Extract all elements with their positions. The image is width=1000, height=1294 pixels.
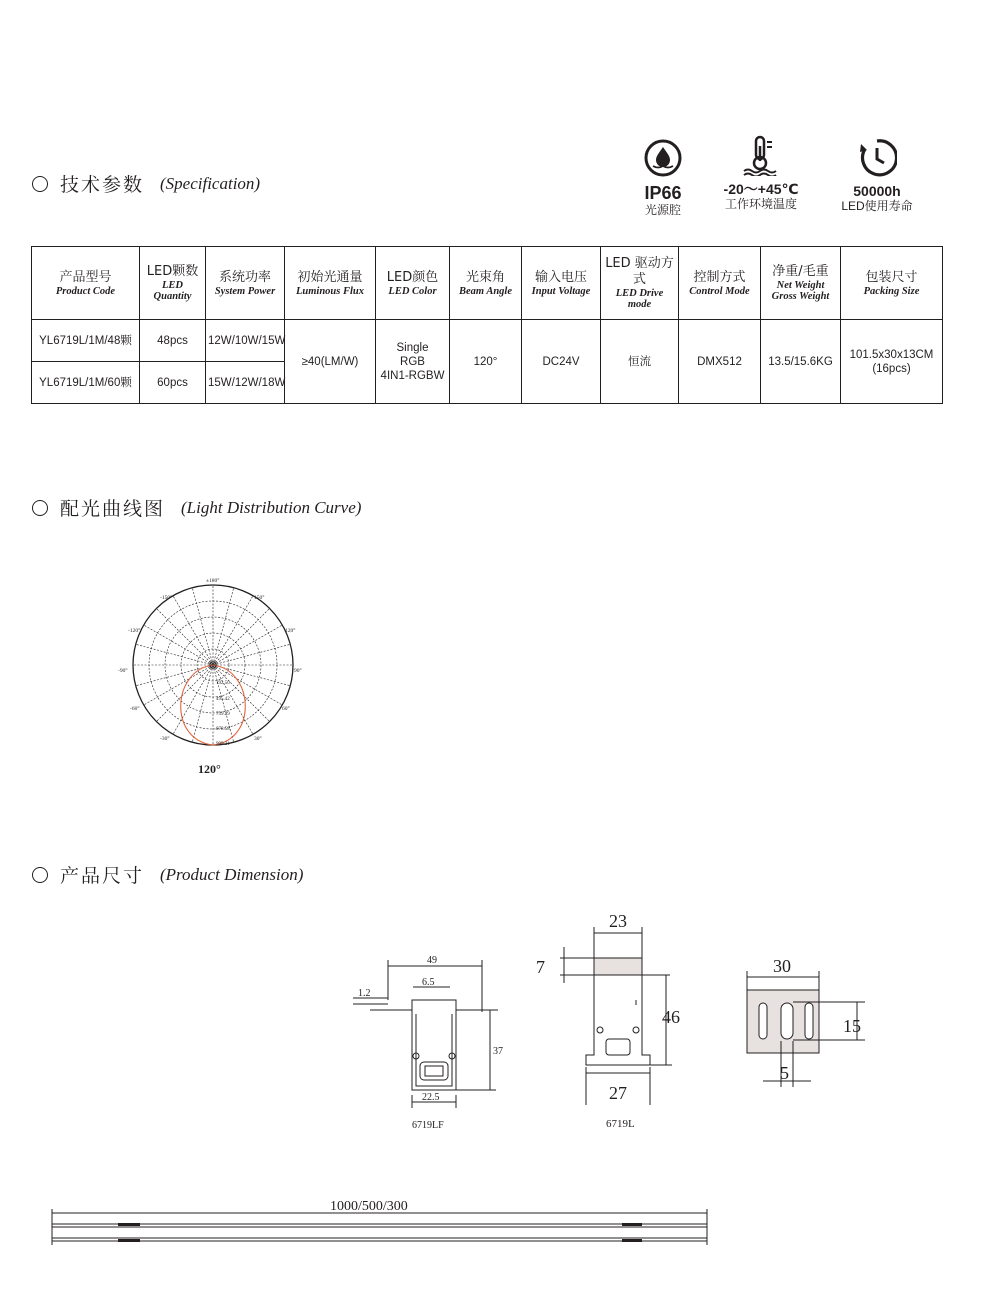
- polar-spoke: [144, 625, 213, 665]
- angle-label: -120°: [128, 628, 141, 634]
- header-luminous-flux: 初始光通量 Luminous Flux: [285, 247, 376, 320]
- table-row: [32, 320, 943, 362]
- cell-led-color: [376, 320, 450, 404]
- angle-label: -150°: [160, 595, 173, 601]
- drawing-label: 6719LF: [412, 1120, 444, 1131]
- drawing-length-bar: [45, 1195, 715, 1250]
- cell-drive-mode: 恒流: [601, 320, 679, 404]
- radial-label: 999.21: [216, 742, 230, 747]
- angle-label: 120°: [285, 628, 296, 634]
- feature-title: IP66: [644, 183, 682, 203]
- polar-spoke: [192, 588, 213, 665]
- dim-label: 23: [609, 911, 627, 931]
- angle-label: ±180°: [206, 578, 220, 584]
- thermometer-icon: [741, 134, 781, 176]
- cell-luminous-flux: ≥40(LM/W): [285, 320, 376, 404]
- angle-label: 30°: [254, 736, 262, 742]
- dim-label: 1.2: [358, 988, 371, 999]
- drawing-side-view: [735, 955, 875, 1090]
- polar-spoke: [173, 596, 213, 665]
- section-bullet-icon: [32, 176, 48, 192]
- section-bullet-icon: [32, 867, 48, 883]
- drawing-6719lf: [350, 950, 520, 1135]
- drawing-6719l: [530, 905, 680, 1135]
- dim-label: 22.5: [422, 1092, 440, 1103]
- angle-label: 150°: [254, 595, 265, 601]
- cell-packing-size: [841, 320, 943, 404]
- feature-title: 50000h: [853, 183, 901, 199]
- angle-label: -90°: [118, 668, 128, 674]
- header-product-code: 产品型号 Product Code: [32, 247, 140, 320]
- clock-icon: [857, 138, 897, 178]
- dim-label: 6.5: [422, 977, 435, 988]
- curve-section-title: [32, 494, 361, 521]
- cell-beam-angle: 120°: [450, 320, 522, 404]
- feature-ip66: [608, 138, 718, 218]
- header-led-color: LED颜色 LED Color: [376, 247, 450, 320]
- cell-led-quantity: 60pcs: [140, 362, 206, 404]
- radial-label: 495.42: [216, 697, 230, 702]
- led-color-line: RGB: [400, 355, 425, 368]
- feature-title: -20～+45℃: [723, 181, 799, 197]
- polar-spoke: [144, 665, 213, 705]
- radial-label: 878.58: [216, 727, 230, 732]
- polar-spoke: [213, 644, 290, 665]
- section-title-en: (Product Dimension): [160, 864, 304, 884]
- polar-spoke: [156, 665, 213, 722]
- header-weight: 净重/毛重 Net Weight Gross Weight: [761, 247, 841, 320]
- dim-label: 15: [843, 1016, 861, 1036]
- dim-label: 37: [493, 1046, 503, 1057]
- feature-caption: LED使用寿命: [841, 199, 913, 213]
- dim-label: 49: [427, 955, 437, 966]
- polar-spoke: [156, 608, 213, 665]
- dim-label: 30: [773, 956, 791, 976]
- dim-label: 7: [536, 957, 545, 977]
- section-title-en: (Light Distribution Curve): [181, 497, 362, 517]
- polar-caption: 120°: [198, 762, 221, 776]
- packing-line: 101.5x30x13CM: [849, 348, 934, 361]
- cell-input-voltage: DC24V: [522, 320, 601, 404]
- polar-spoke: [192, 665, 213, 742]
- polar-spoke: [213, 625, 282, 665]
- angle-label: 60°: [282, 706, 290, 712]
- spec-table: [31, 246, 943, 404]
- polar-spoke: [213, 588, 234, 665]
- light-distribution-polar-chart: [110, 572, 310, 757]
- cell-led-quantity: 48pcs: [140, 320, 206, 362]
- cell-product-code: YL6719L/1M/48颗: [32, 320, 140, 362]
- cell-control-mode: DMX512: [679, 320, 761, 404]
- header-beam-angle: 光束角 Beam Angle: [450, 247, 522, 320]
- header-drive-mode: LED 驱动方式 LED Drive mode: [601, 247, 679, 320]
- cell-product-code: YL6719L/1M/60颗: [32, 362, 140, 404]
- radial-label: 192.50: [216, 681, 230, 686]
- feature-lifespan: [822, 138, 932, 214]
- cell-system-power: 15W/12W/18W: [206, 362, 285, 404]
- polar-spoke: [136, 644, 213, 665]
- dim-label: 5: [780, 1063, 789, 1083]
- dimension-section-title: [32, 861, 303, 888]
- polar-spoke: [213, 608, 270, 665]
- section-bullet-icon: [32, 500, 48, 516]
- radial-label: 759.29: [216, 712, 230, 717]
- header-input-voltage: 输入电压 Input Voltage: [522, 247, 601, 320]
- section-title-zh: 配光曲线图: [60, 498, 166, 520]
- dim-label: 27: [609, 1083, 627, 1103]
- angle-label: -60°: [130, 706, 140, 712]
- angle-label: -30°: [160, 736, 170, 742]
- dim-label: 46: [662, 1007, 680, 1027]
- section-title-en: (Specification): [160, 173, 261, 193]
- led-color-line: 4IN1-RGBW: [380, 369, 445, 382]
- dim-label: 1000/500/300: [330, 1199, 408, 1214]
- cell-weight: 13.5/15.6KG: [761, 320, 841, 404]
- led-color-line: Single: [396, 341, 429, 354]
- feature-caption: 工作环境温度: [724, 197, 797, 211]
- feature-caption: 光源腔: [644, 203, 681, 217]
- angle-label: 90°: [294, 668, 302, 674]
- section-title-zh: 技术参数: [60, 174, 145, 196]
- section-title-zh: 产品尺寸: [60, 865, 145, 887]
- drawing-label: 6719L: [606, 1118, 635, 1130]
- header-led-quantity: LED颗数 LED Quantity: [140, 247, 206, 320]
- spec-section-title: [32, 170, 260, 197]
- cell-system-power: 12W/10W/15W: [206, 320, 285, 362]
- header-system-power: 系统功率 System Power: [206, 247, 285, 320]
- water-drop-icon: [643, 138, 683, 178]
- header-packing-size: 包装尺寸 Packing Size: [841, 247, 943, 320]
- polar-spoke: [213, 596, 253, 665]
- table-header-row: [32, 247, 943, 320]
- header-control-mode: 控制方式 Control Mode: [679, 247, 761, 320]
- packing-line: (16pcs): [872, 362, 911, 375]
- feature-temperature: [706, 134, 816, 212]
